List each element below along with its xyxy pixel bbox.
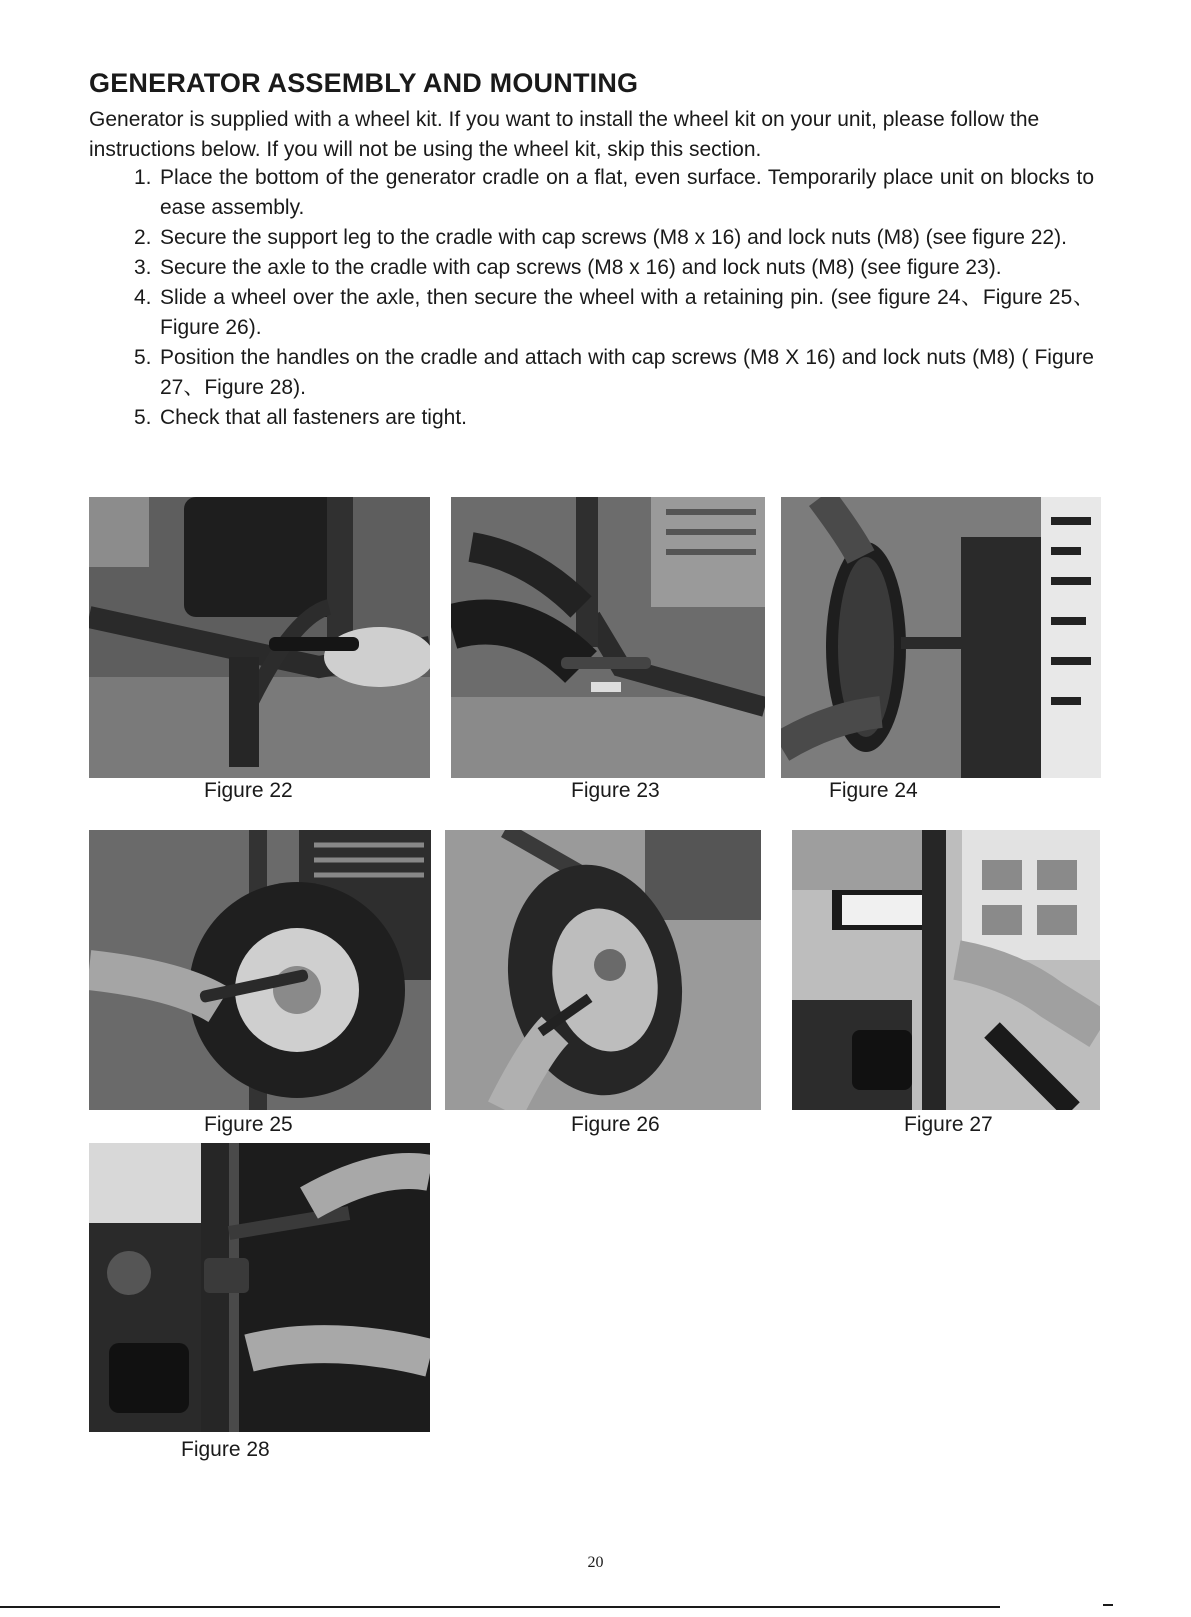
figure-25-photo — [89, 830, 431, 1110]
step-text: Secure the support leg to the cradle with cap screws (M8 x 16) and lock nuts (M8) (see figure 22). — [160, 226, 1067, 249]
page-number: 20 — [587, 1554, 604, 1571]
step-item — [134, 253, 1094, 283]
step-text: Secure the axle to the cradle with cap screws (M8 x 16) and lock nuts (M8) (see figure 23). — [160, 256, 1002, 279]
figure-25-caption: Figure 25 — [204, 1113, 293, 1136]
step-number: 1. — [134, 166, 152, 189]
step-number: 4. — [134, 286, 152, 309]
figure-28-photo — [89, 1143, 430, 1432]
figure-27-photo — [792, 830, 1100, 1110]
step-text: Place the bottom of the generator cradle on a flat, even surface. Temporarily place unit on blocks to ease assembly. — [160, 166, 1094, 219]
step-item — [134, 343, 1094, 403]
step-number: 5. — [134, 406, 152, 429]
step-item — [134, 163, 1094, 223]
step-item — [134, 283, 1094, 343]
figure-22-photo — [89, 497, 430, 778]
step-text: Check that all fasteners are tight. — [160, 406, 467, 429]
footer-rule — [0, 1606, 1000, 1608]
figure-23-caption: Figure 23 — [571, 779, 660, 802]
footer-mark — [1103, 1604, 1113, 1606]
step-text: Position the handles on the cradle and attach with cap screws (M8 X 16) and lock nuts (M8) ( Figure 27、Figure 28). — [160, 346, 1094, 399]
page-title: GENERATOR ASSEMBLY AND MOUNTING — [89, 68, 639, 98]
figure-24-caption: Figure 24 — [829, 779, 918, 802]
step-number: 3. — [134, 256, 152, 279]
figure-28-caption: Figure 28 — [181, 1438, 270, 1461]
figure-26-caption: Figure 26 — [571, 1113, 660, 1136]
assembly-steps — [134, 163, 1094, 433]
figure-24-photo — [781, 497, 1101, 778]
figure-26-photo — [445, 830, 761, 1110]
step-item — [134, 223, 1094, 253]
step-item — [134, 403, 1094, 433]
figure-22-caption: Figure 22 — [204, 779, 293, 802]
intro-paragraph: Generator is supplied with a wheel kit. If you want to install the wheel kit on your unit, please follow the instructions below. If you will not be using the wheel kit, skip this section. — [89, 108, 1040, 161]
step-text: Slide a wheel over the axle, then secure the wheel with a retaining pin. (see figure 24、Figure 25、Figure 26). — [160, 286, 1094, 339]
figure-23-photo — [451, 497, 765, 778]
figure-27-caption: Figure 27 — [904, 1113, 993, 1136]
step-number: 2. — [134, 226, 152, 249]
step-number: 5. — [134, 346, 152, 369]
